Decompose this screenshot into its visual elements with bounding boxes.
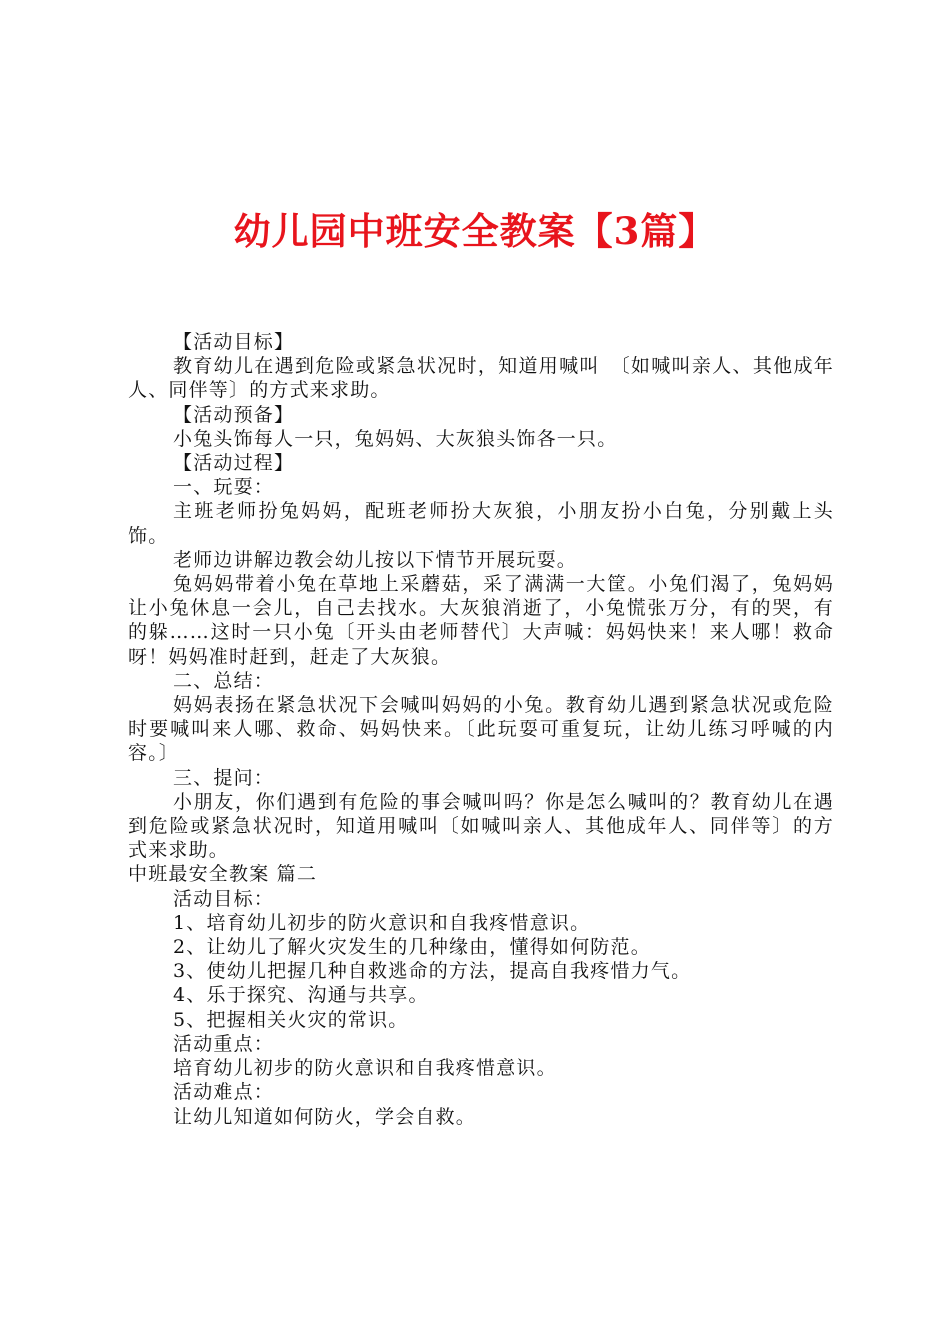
paragraph: 教育幼儿在遇到危险或紧急状况时，知道用喊叫 〔如喊叫亲人、其他成年人、同伴等〕的方式来求助。: [128, 355, 834, 402]
paragraph: 5、把握相关火灾的常识。: [173, 1008, 409, 1031]
paragraph: 让幼儿知道如何防火，学会自救。: [173, 1105, 477, 1128]
paragraph: 小朋友，你们遇到有危险的事会喊叫吗？你是怎么喊叫的？教育幼儿在遇到危险或紧急状况时，知道用喊叫〔如喊叫亲人、其他成年人、同伴等〕的方式来求助。: [128, 790, 834, 862]
paragraph: 妈妈表扬在紧急状况下会喊叫妈妈的小兔。教育幼儿遇到紧急状况或危险时要喊叫来人哪、救命、妈妈快来。〔此玩耍可重复玩，让幼儿练习呼喊的内容。〕: [128, 694, 834, 765]
paragraph: 二、总结：: [173, 669, 275, 692]
paragraph: 【活动目标】: [173, 331, 295, 353]
paragraph: 主班老师扮兔妈妈，配班老师扮大灰狼，小朋友扮小白兔，分别戴上头饰。: [128, 500, 834, 547]
paragraph: 4、乐于探究、沟通与共享。: [173, 984, 429, 1007]
paragraph: 2、让幼儿了解火灾发生的几种缘由，懂得如何防范。: [173, 936, 651, 959]
paragraph: 【活动过程】: [173, 452, 295, 475]
paragraph: 活动难点：: [173, 1081, 275, 1104]
paragraph: 培育幼儿初步的防火意识和自我疼惜意识。: [173, 1057, 557, 1080]
paragraph: 兔妈妈带着小兔在草地上采蘑菇，采了满满一大筐。小兔们渴了，兔妈妈让小兔休息一会儿，自己去找水。大灰狼消逝了，小兔慌张万分，有的哭，有的躲……这时一只小兔〔开头由老师替代〕大声喊：妈妈快来！来人哪！救命呀！妈妈准时赶到，赶走了大灰狼。: [128, 573, 834, 668]
paragraph: 1、培育幼儿初步的防火意识和自我疼惜意识。: [173, 911, 591, 934]
paragraph: 【活动预备】: [173, 403, 295, 426]
paragraph: 三、提问：: [173, 766, 275, 789]
paragraph: 活动重点：: [173, 1032, 275, 1055]
paragraph: 3、使幼儿把握几种自救逃命的方法，提高自我疼惜力气。: [173, 960, 692, 983]
paragraph: 一、玩耍：: [173, 476, 275, 499]
document-body: [128, 330, 834, 1129]
section-heading: 中班最安全教案 篇二: [128, 863, 318, 886]
paragraph: 小兔头饰每人一只，兔妈妈、大灰狼头饰各一只。: [173, 427, 618, 450]
paragraph: 老师边讲解边教会幼儿按以下情节开展玩耍。: [173, 548, 578, 571]
document-title: 幼儿园中班安全教案【3篇】: [233, 209, 717, 253]
paragraph: 活动目标：: [173, 887, 275, 910]
